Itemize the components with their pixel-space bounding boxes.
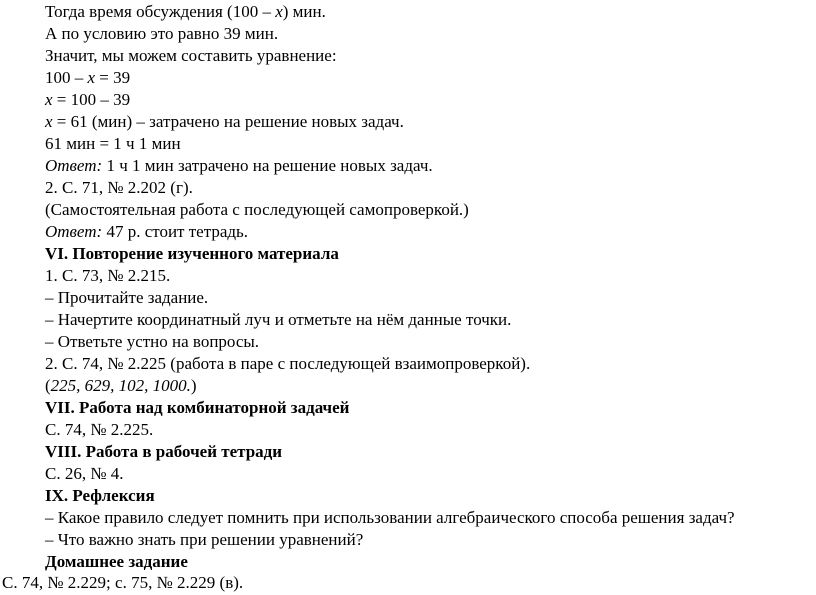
answer-values-line	[45, 376, 197, 398]
equation-line	[45, 90, 130, 112]
homework-heading: Домашнее задание	[45, 552, 188, 571]
section-heading: VI. Повторение изученного материала	[45, 244, 339, 263]
text-fragment: = 39	[95, 68, 131, 87]
task-reference: 2. С. 71, № 2.202 (г).	[45, 178, 193, 197]
answer-values: 225, 629, 102, 1000.	[50, 376, 191, 395]
task-reference: 1. С. 73, № 2.215.	[45, 266, 171, 285]
question-item: – Что важно знать при решении уравнений?	[45, 530, 364, 549]
answer-line	[45, 222, 248, 244]
homework-tasks: С. 74, № 2.229; с. 75, № 2.229 (в).	[2, 573, 244, 592]
text-line: 61 мин = 1 ч 1 мин	[45, 134, 181, 153]
text-line: (Самостоятельная работа с последующей самопроверкой.)	[45, 200, 469, 219]
text-fragment: 100 –	[45, 68, 88, 87]
task-reference: 2. С. 74, № 2.225 (работа в паре с последующей взаимопроверкой).	[45, 354, 531, 373]
text-line: Значит, мы можем составить уравнение:	[45, 46, 337, 65]
variable-x: x	[275, 2, 283, 21]
answer-text: 47 р. стоит тетрадь.	[102, 222, 249, 241]
answer-line	[45, 156, 433, 178]
question-item: – Какое правило следует помнить при использовании алгебраического способа решения задач?	[45, 508, 735, 527]
instruction-item: – Начертите координатный луч и отметьте на нём данные точки.	[45, 310, 512, 329]
instruction-item: – Прочитайте задание.	[45, 288, 209, 307]
equation-line	[45, 68, 130, 90]
task-reference: С. 26, № 4.	[45, 464, 124, 483]
answer-text: 1 ч 1 мин затрачено на решение новых задач.	[102, 156, 433, 175]
text-fragment: = 100 – 39	[52, 90, 131, 109]
text-fragment: Тогда время обсуждения (100 –	[45, 2, 276, 21]
answer-label: Ответ:	[45, 156, 103, 175]
section-heading: VIII. Работа в рабочей тетради	[45, 442, 283, 461]
variable-x: x	[45, 90, 53, 109]
text-line: А по условию это равно 39 мин.	[45, 24, 279, 43]
section-heading: VII. Работа над комбинаторной задачей	[45, 398, 350, 417]
answer-label: Ответ:	[45, 222, 103, 241]
text-fragment: ) мин.	[282, 2, 326, 21]
text-fragment: )	[190, 376, 197, 395]
equation-line	[45, 112, 404, 134]
instruction-item: – Ответьте устно на вопросы.	[45, 332, 260, 351]
task-reference: С. 74, № 2.225.	[45, 420, 154, 439]
variable-x: x	[87, 68, 96, 87]
section-heading: IX. Рефлексия	[45, 486, 155, 505]
text-line-discussion-time	[45, 2, 326, 24]
variable-x: x	[45, 112, 53, 131]
text-fragment: = 61 (мин) – затрачено на решение новых задач.	[52, 112, 404, 131]
text-fragment: (	[45, 376, 51, 395]
